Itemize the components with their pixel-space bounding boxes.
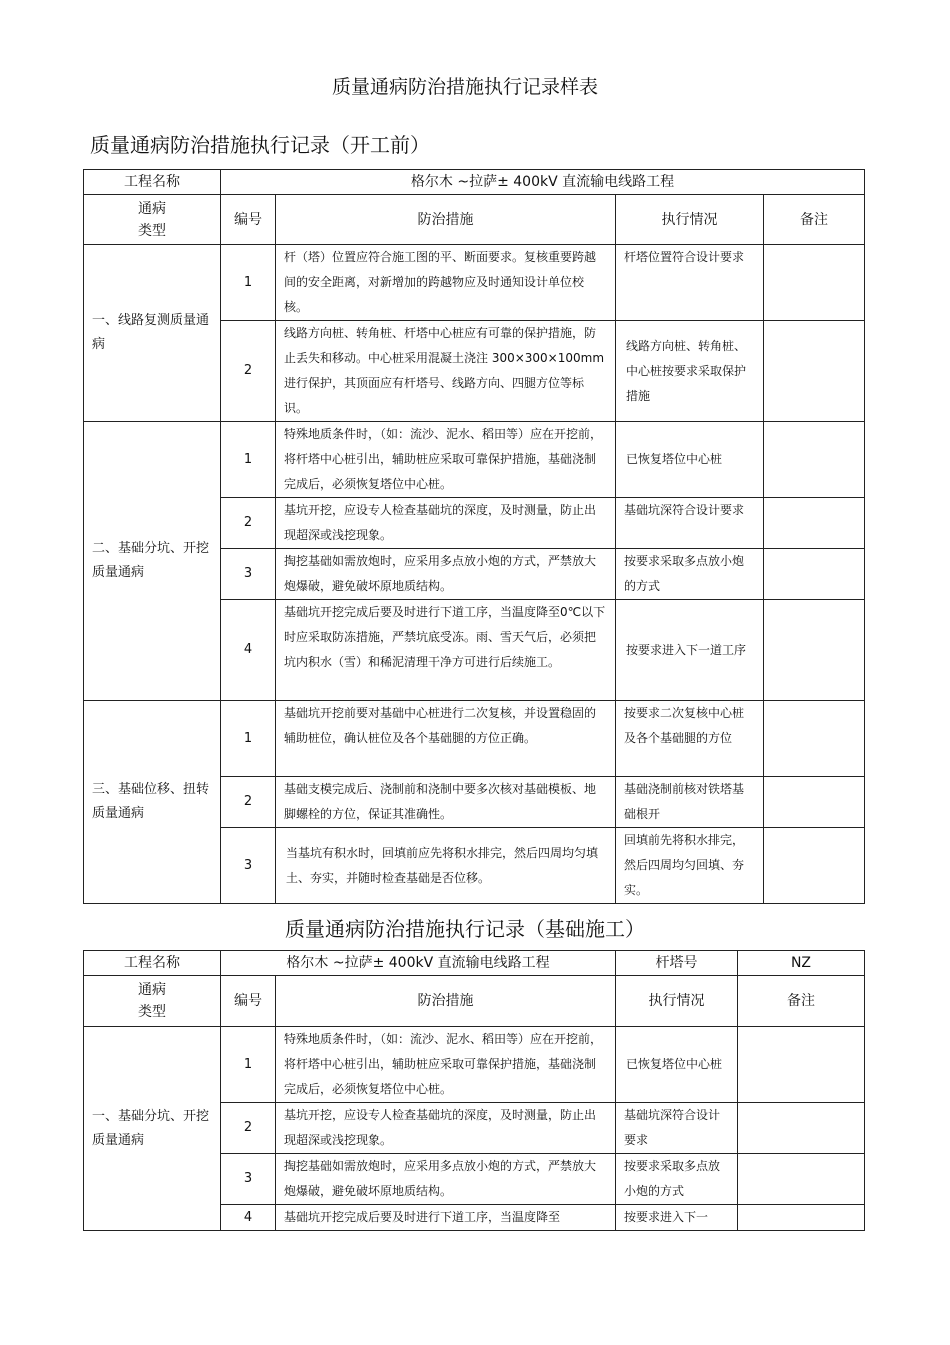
note-cell [764, 498, 865, 549]
header-measure: 防治措施 [276, 976, 616, 1027]
record-table-foundation [83, 950, 865, 1231]
header-measure: 防治措施 [276, 195, 616, 245]
note-cell [764, 701, 865, 777]
row-no: 2 [221, 777, 276, 828]
table1-title: 质量通病防治措施执行记录（开工前） [90, 133, 430, 157]
header-exec: 执行情况 [616, 195, 764, 245]
note-cell [764, 600, 865, 701]
table2-title: 质量通病防治措施执行记录（基础施工） [285, 917, 645, 941]
row-no: 2 [221, 498, 276, 549]
measure-cell: 特殊地质条件时，（如：流沙、泥水、稻田等）应在开挖前，将杆塔中心桩引出，辅助桩应采取可靠保护措施，基础浇制完成后，必须恢复塔位中心桩。 [276, 1027, 616, 1103]
table-row [84, 422, 865, 498]
exec-cell: 按要求采取多点放小炮的方式 [616, 1154, 738, 1205]
tower-no-value: NZ [738, 951, 865, 976]
project-name-label: 工程名称 [84, 951, 221, 976]
header-note: 备注 [764, 195, 865, 245]
measure-cell: 掏挖基础如需放炮时，应采用多点放小炮的方式，严禁放大炮爆破，避免破坏原地质结构。 [276, 549, 616, 600]
exec-cell: 基础坑深符合设计要求 [616, 498, 764, 549]
tower-no-label: 杆塔号 [616, 951, 738, 976]
measure-cell: 基坑开挖，应设专人检查基础坑的深度，及时测量，防止出现超深或浅挖现象。 [276, 498, 616, 549]
measure-cell: 基础坑开挖完成后要及时进行下道工序，当温度降至 [276, 1205, 616, 1231]
measure-cell: 特殊地质条件时，（如：流沙、泥水、稻田等）应在开挖前，将杆塔中心桩引出，辅助桩应采取可靠保护措施，基础浇制完成后，必须恢复塔位中心桩。 [276, 422, 616, 498]
measure-cell: 基础支模完成后、浇制前和浇制中要多次核对基础模板、地脚螺栓的方位，保证其准确性。 [276, 777, 616, 828]
header-exec: 执行情况 [616, 976, 738, 1027]
table-row [84, 245, 865, 321]
exec-cell: 基础坑深符合设计要求 [616, 1103, 738, 1154]
header-type: 通病 类型 [84, 195, 221, 245]
exec-cell: 杆塔位置符合设计要求 [616, 245, 764, 321]
type-cell: 二、基础分坑、开挖质量通病 [84, 422, 221, 701]
exec-cell: 基础浇制前核对铁塔基础根开 [616, 777, 764, 828]
type-cell: 一、线路复测质量通病 [84, 245, 221, 422]
row-no: 4 [221, 1205, 276, 1231]
note-cell [764, 321, 865, 422]
header-note: 备注 [738, 976, 865, 1027]
header-no: 编号 [221, 976, 276, 1027]
row-no: 1 [221, 245, 276, 321]
note-cell [738, 1154, 865, 1205]
note-cell [738, 1027, 865, 1103]
exec-cell: 按要求进入下一道工序 [616, 600, 764, 701]
exec-cell: 已恢复塔位中心桩 [616, 1027, 738, 1103]
row-no: 1 [221, 422, 276, 498]
measure-cell: 线路方向桩、转角桩、杆塔中心桩应有可靠的保护措施，防止丢失和移动。中心桩采用混凝土浇注 300×300×100mm 进行保护，其顶面应有杆塔号、线路方向、四腿方位等标识。 [276, 321, 616, 422]
table-row [84, 701, 865, 777]
project-name-value: 格尔木 ~拉萨± 400kV 直流输电线路工程 [221, 951, 616, 976]
row-no: 3 [221, 1154, 276, 1205]
record-table-before-start [83, 169, 865, 904]
header-type: 通病 类型 [84, 976, 221, 1027]
row-no: 3 [221, 828, 276, 904]
row-no: 4 [221, 600, 276, 701]
measure-cell: 基坑开挖，应设专人检查基础坑的深度，及时测量，防止出现超深或浅挖现象。 [276, 1103, 616, 1154]
exec-cell: 回填前先将积水排完，然后四周均匀回填、夯实。 [616, 828, 764, 904]
exec-cell: 线路方向桩、转角桩、中心桩按要求采取保护措施 [616, 321, 764, 422]
row-no: 2 [221, 321, 276, 422]
note-cell [764, 549, 865, 600]
measure-cell: 杆（塔）位置应符合施工图的平、断面要求。复核重要跨越间的安全距离，对新增加的跨越物应及时通知设计单位校核。 [276, 245, 616, 321]
measure-cell: 掏挖基础如需放炮时，应采用多点放小炮的方式，严禁放大炮爆破，避免破坏原地质结构。 [276, 1154, 616, 1205]
note-cell [764, 245, 865, 321]
measure-cell: 当基坑有积水时，回填前应先将积水排完，然后四周均匀填土、夯实，并随时检查基础是否位移。 [276, 828, 616, 904]
exec-cell: 按要求采取多点放小炮的方式 [616, 549, 764, 600]
row-no: 2 [221, 1103, 276, 1154]
type-cell: 三、基础位移、扭转质量通病 [84, 701, 221, 904]
note-cell [764, 777, 865, 828]
row-no: 1 [221, 701, 276, 777]
exec-cell: 按要求进入下一 [616, 1205, 738, 1231]
document-title: 质量通病防治措施执行记录样表 [331, 76, 598, 98]
header-no: 编号 [221, 195, 276, 245]
note-cell [764, 422, 865, 498]
measure-cell: 基础坑开挖完成后要及时进行下道工序，当温度降至0℃以下时应采取防冻措施，严禁坑底受冻。雨、雪天气后，必须把坑内积水（雪）和稀泥清理干净方可进行后续施工。 [276, 600, 616, 701]
exec-cell: 按要求二次复核中心桩及各个基础腿的方位 [616, 701, 764, 777]
note-cell [738, 1103, 865, 1154]
measure-cell: 基础坑开挖前要对基础中心桩进行二次复核，并设置稳固的辅助桩位，确认桩位及各个基础腿的方位正确。 [276, 701, 616, 777]
note-cell [764, 828, 865, 904]
note-cell [738, 1205, 865, 1231]
project-name-label: 工程名称 [84, 170, 221, 195]
exec-cell: 已恢复塔位中心桩 [616, 422, 764, 498]
table-row [84, 1027, 865, 1103]
type-cell: 一、基础分坑、开挖质量通病 [84, 1027, 221, 1231]
row-no: 3 [221, 549, 276, 600]
project-name-value: 格尔木 ~拉萨± 400kV 直流输电线路工程 [221, 170, 865, 195]
row-no: 1 [221, 1027, 276, 1103]
